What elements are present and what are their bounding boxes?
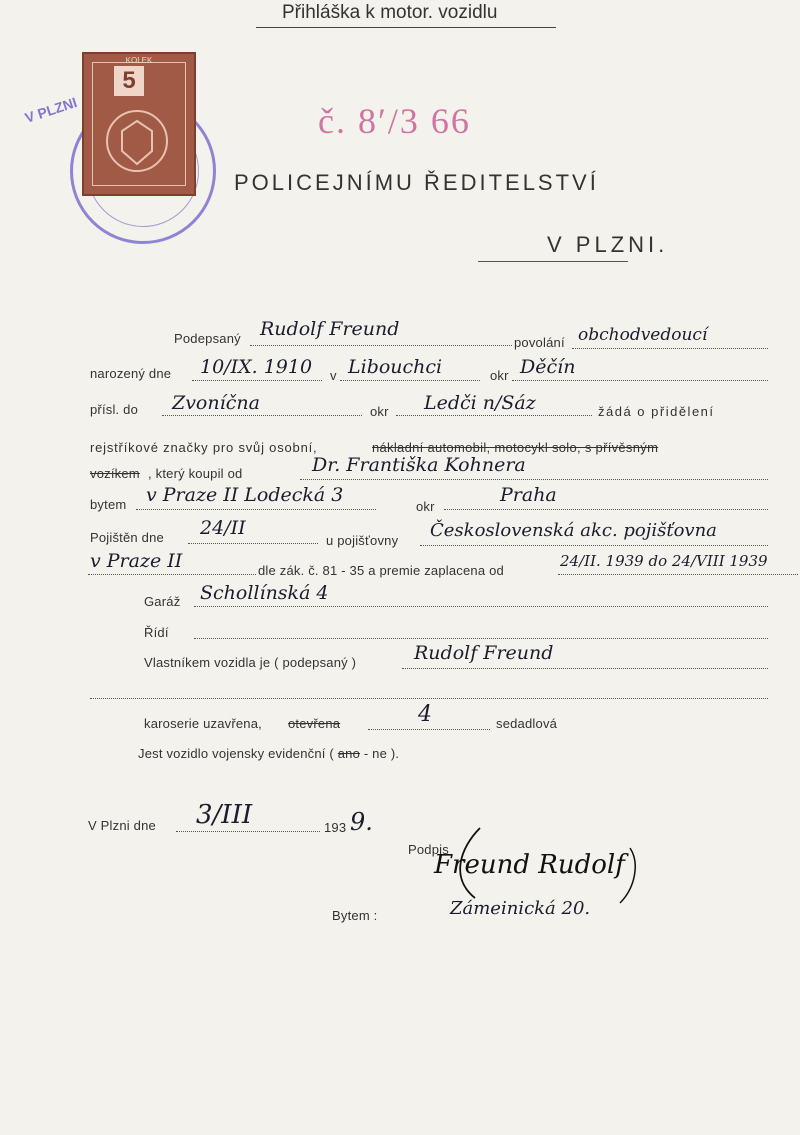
vojensky-prefix: Jest vozidlo vojensky evidenční ( <box>138 746 334 761</box>
field-occupation: obchodvedoucí <box>578 325 708 345</box>
addressee-underline <box>478 261 628 262</box>
field-insured-date: 24/II <box>200 517 246 539</box>
registration-number: č. 8ʹ/3 66 <box>318 101 471 141</box>
field-line-domicile-district <box>396 415 592 416</box>
label-narozeny: narozený dne <box>90 366 172 381</box>
field-line-birthplace <box>340 380 480 381</box>
label-bytem2: Bytem : <box>332 908 378 923</box>
field-year-digit: 9. <box>350 808 373 836</box>
field-insurer: Československá akc. pojišťovna <box>430 520 717 541</box>
label-sedadlova: sedadlová <box>496 716 558 731</box>
field-line-blank <box>90 698 768 699</box>
label-ktery-koupil: , který koupil od <box>148 466 243 481</box>
form-title: Přihláška k motor. vozidlu <box>282 2 498 23</box>
stamp-emblem-icon <box>102 106 172 176</box>
label-ridi: Řídí <box>144 625 169 640</box>
field-residence-district: Praha <box>500 484 557 506</box>
field-owner: Rudolf Freund <box>414 642 554 664</box>
label-pojistovny: u pojišťovny <box>326 533 399 548</box>
label-povolani: povolání <box>514 335 565 350</box>
field-line-name <box>250 345 512 346</box>
field-date: 3/III <box>196 800 253 830</box>
field-line-insured-date <box>188 543 318 544</box>
field-line-occupation <box>572 348 768 349</box>
field-line-seats <box>368 729 490 730</box>
label-rejstrik-struck: nákladní automobil, motocykl solo, s přívěsným <box>372 440 659 455</box>
revenue-stamp <box>82 52 196 196</box>
field-line-birthdistrict <box>512 380 768 381</box>
field-signature-address: Zámeinická 20. <box>450 898 591 919</box>
field-line-seller <box>300 479 768 480</box>
field-garage: Schollínská 4 <box>200 582 329 604</box>
vojensky-ano: ano <box>337 746 361 761</box>
label-karoserie: karoserie uzavřena, <box>144 716 262 731</box>
label-prisl: přísl. do <box>90 402 139 417</box>
field-line-date <box>176 831 320 832</box>
field-line-driver <box>194 638 768 639</box>
addressee-line2: V PLZNI. <box>547 232 669 257</box>
field-domicile: Zvoníčna <box>172 392 260 414</box>
label-pojisten: Pojištěn dne <box>90 530 164 545</box>
field-line-garage <box>194 606 768 607</box>
field-line-residence-district <box>444 509 768 510</box>
label-dle-zak: dle zák. č. 81 - 35 a premie zaplacena od <box>258 563 504 578</box>
field-line-insurer-place <box>88 574 256 575</box>
field-domicile-district: Ledči n/Sáz <box>424 392 536 414</box>
label-podepsany: Podepsaný <box>174 331 241 346</box>
field-line-domicile <box>162 415 362 416</box>
label-v-plzni: V Plzni dne <box>88 818 156 833</box>
addressee-line1: POLICEJNÍMU ŘEDITELSTVÍ <box>234 170 599 195</box>
label-zada: žádá o přidělení <box>598 404 715 419</box>
field-birthdate: 10/IX. 1910 <box>200 356 313 378</box>
field-residence: v Praze II Lodecká 3 <box>146 484 344 506</box>
field-seats: 4 <box>418 702 432 727</box>
label-rejstrik: rejstříkové značky pro svůj osobní, <box>90 440 318 455</box>
label-podpis: Podpis <box>408 842 449 857</box>
label-year-prefix: 193 <box>324 820 347 835</box>
label-okr: okr <box>490 368 509 383</box>
field-line-insurer <box>420 545 768 546</box>
field-birthplace: Libouchci <box>348 356 443 378</box>
field-premium: 24/II. 1939 do 24/VIII 1939 <box>560 552 768 570</box>
field-name: Rudolf Freund <box>260 318 400 340</box>
field-line-birthdate <box>192 380 322 381</box>
field-line-residence <box>136 509 376 510</box>
label-vlastnikem: Vlastníkem vozidla je ( podepsaný ) <box>144 655 357 670</box>
label-v: v <box>330 368 337 383</box>
stamp-label: KOLEK <box>125 56 153 65</box>
label-okr3: okr <box>416 499 435 514</box>
field-birthdistrict: Děčín <box>520 356 576 378</box>
field-line-premium <box>558 574 798 575</box>
label-bytem: bytem <box>90 497 127 512</box>
signature-flourish-icon <box>420 818 660 908</box>
field-line-owner <box>402 668 768 669</box>
stamp-value: 5 <box>114 66 144 96</box>
field-insurer-place: v Praze II <box>90 550 183 572</box>
label-vojensky <box>138 746 399 761</box>
label-otevrena: otevřena <box>288 716 341 731</box>
seal-text: V PLZNI <box>22 94 79 126</box>
label-vozikem: vozíkem <box>90 466 140 481</box>
label-okr2: okr <box>370 404 389 419</box>
field-seller: Dr. Františka Kohnera <box>312 454 526 476</box>
title-underline <box>256 27 556 28</box>
label-garaz: Garáž <box>144 594 181 609</box>
vojensky-suffix: - ne ). <box>363 746 400 761</box>
signature: Freund Rudolf <box>434 850 625 880</box>
